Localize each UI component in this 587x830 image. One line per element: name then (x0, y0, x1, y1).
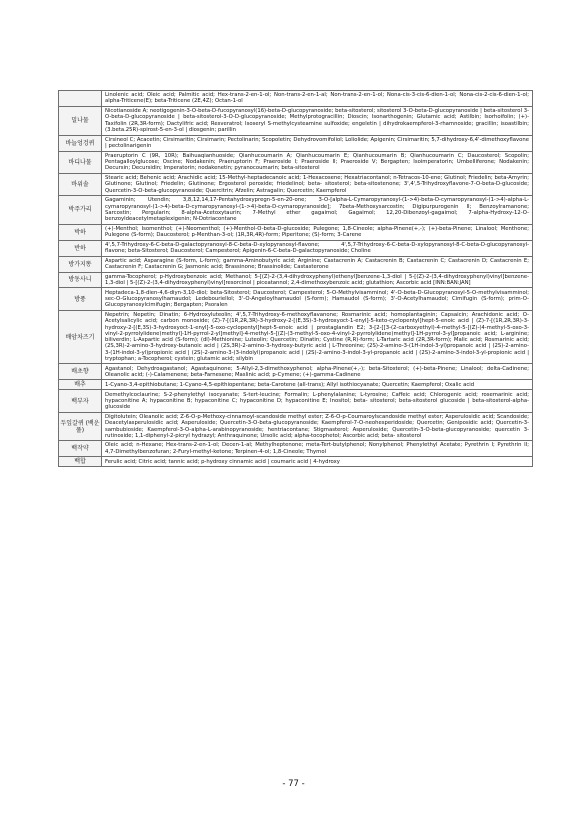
table-row (59, 457, 533, 467)
compound-list: 1-Cyano-3,4-epithiobutane; 1-Cyano-4,5-epithiopentane; beta-Carotene (all-trans); Allyl isothiocyanate; Quercetin; Kaempferol; Oxalic acid (102, 380, 533, 390)
table-row (59, 173, 533, 195)
plant-name: 방풍 (59, 288, 102, 310)
plant-name: 박주가리 (59, 196, 102, 225)
plant-name: 백작약 (59, 441, 102, 457)
plant-name: 바위솔 (59, 173, 102, 195)
plant-name: 배추 (59, 380, 102, 390)
compound-list: Heptadeca-1,8-dien-4,6-diyn-3,10-diol; beta-Sitosterol; Daucosterol; Campesterol; 5-O-Methylvisamminol; 4'-O-beta-D-Glucopyranosyl-5-O-methylvisamminol; sec-O-Glucopyranosylhamaudol; Ledebouriellol; 3'-O-Angeloylhamaudol (S-form); Hamaudol (S-form); 3'-O-Acetylhamaudol; Cimifugin (S-form); prim-O-Glucopyranosylcimifugin; Bergapten; Psoralen (102, 288, 533, 310)
compound-list: Nepetrin; Nepetin; Dinatin; 6-Hydroxyluteolin; 4',5,7-Trihydroxy-6-methoxyflavanone; Rosmarinic acid; homoplantaginin; Capsaicin; Arachidonic acid; O-Acetylsalicylic acid; carbon monoxide; (Z)-7-[(1R,2R,3R)-3-hydroxy-2-[(E,3S)-3-hydroxyoct-1-enyl]-5-keto-cyclopentyl]hept-5-enoic acid | (Z)-7-[(1R,2R,3R)-3-hydroxy-2-[(E,3S)-3-hydroxyoct-1-enyl]-5-oxo-cyclopentyl]hept-5-enoic acid | prostaglandin E2; 3-[2-[[3-(2-carboxyethyl)-4-methyl-5-[(Z)-(4-methyl-5-oxo-3-vinyl-2-pyrrolylidene)methyl]-1H-pyrrol-2-yl]methyl]-4-methyl-5-[(Z)-(3-methyl-5-oxo-4-vinyl-2-pyrrolylidene)methyl]-1H-pyrrol-3-yl]propanoic acid; L-arginine; biliverdin; L-Aspartic acid (S-form); (dl)-Methionine; Luteolin; Quercetin; Dinatin; Cystine (R,R)-form; L-Tartaric acid (2R,3R-form); Malic acid; Rosmarinic acid; (2S,3R)-2-amino-3-hydroxy-butanoic acid | (2S,3R)-2-amino-3-hydroxy-butyric acid | L-Threonine; (2S)-2-amino-3-(1H-indol-3-yl)propanoic acid | (2S)-2-amino-3-(1H-indol-3-yl)propionic acid | (2S)-2-amino-3-(3-indolyl)propanoic acid | (2S)-2-amino-3-indol-3-yl-propanoic acid | (2S)-2-amino-3-indol-3-yl-propionic acid | tryptophan; a-Tocopherol; cystein; glutamic acid; silybin (102, 310, 533, 364)
table-row (59, 390, 533, 412)
compound-list: Nicotianoside A; neotigogenin-3-O-beta-D-fucopyranosyl(16)-beta-D-glucopyranoside; beta-sitosterol; sitosterol 3-O-beta-D-glucopyranoside | beta-sitosterol 3-O-beta-D-glucopyranoside | beta-sitosterol-3-O-D-glucopyranoside; Methylprotogracillin; Dioscin; Isonarthogenin; Glutamic acid; Astilbin; Isorhoifolin; (+)-Taxifolin (2R,3R-form); Dactylifric acid; Resveratrol; Isoseryl S-methylcysteamine sulfoxide; engeletin | dihydrokaempferol-3-rhamnoside; gracillin; isoastilbin; (3.beta.25R)-spirost-5-en-3-ol | diosgenin; parillin (102, 106, 533, 135)
table-body (59, 91, 533, 467)
table-row (59, 412, 533, 441)
plant-name: 박하 (59, 224, 102, 240)
compound-table (58, 90, 533, 467)
document-page (58, 90, 533, 467)
plant-name: 방가지똥 (59, 256, 102, 272)
table-row (59, 240, 533, 256)
table-row (59, 256, 533, 272)
compound-list: Gagaminin; Utendin; 3,8,12,14,17-Pentahydroxypregn-5-en-20-one; 3-O-[alpha-L-Cymaropyranosyl-(1->4)-beta-D-cymaropyranosyl-(1->4)-alpha-L-cymaropyranosyl-(1->4)-beta-D-cymaropyranosyl-(1->4)-beta-D-cymaropyranoside]; 7beta-Methoxysarcostin; Digipurpurogenin II; Benzoylramanone; Sarcostin; Pergularin; 8-alpha-Acetoxytaurin; 7-Methyl ether gagaimol; Gagaimol; 12,20-Dibenzoyl-gagaimol; 7-alpha-Hydroxy-12-O-benzoyldeacetylmetaplexigenin; N-Dotriacontane (102, 196, 533, 225)
table-row (59, 441, 533, 457)
compound-list: Stearic acid; Behenic acid; Arachidic acid; 15-Methyl-heptadecanoic acid; 1-Hexacosene; Hexatriacontanol; n-Tetracos-10-ene; Glutinol; Friedelin; beta-Amyrin; Glutinone; Glutinol; Friedelin; Glutinone; Ergosterol peroxide; friedelinol; beta- sitosterol; beta-sitostenone; 3',4',5-Trihydroxyflavone-7-O-beta-D-glucoside; Quercetin-3-O-beta-glucopyranoside; Quercitrin; Afzelin; Astragalin; Quercetin; Kaempferol (102, 173, 533, 195)
compound-list: Praeruptorin C (9R, 10R); Baihuaqianhuoside; Qianhucoumarin A; Qianhucoumarin E; Qianhucoumarin B; Qianhucoumarin C; Daucosterol; Scopolin; Pentagalloylglucose; Oscine; Nodakenin; Praeruptorin F; Praeroside I; Praeroside II; Praeroside V; Bergapten; Isoimperatorin; Umbelliferone; Nodakenin; Decursin; Decursidin; Imperatorin; nodakenetin; pyranocoumarin; beta-sitosterol (102, 151, 533, 173)
compound-list: Ferulic acid; Citric acid; tannic acid; p-hydroxy cinnamic acid | coumaric acid | 4-hydroxy (102, 457, 533, 467)
compound-list: Demethylcoclaurine; S-2-phenylethyl isocyanate; S-tert-leucine; Formalin; L-phenylalanine; L-tyrosine; Caffeic acid; Chlorogenic acid; rosemarinic acid; hypaconitine A; hypaconitine B; hypaconitine C; hypaconitine D; hypaconitine E; Inositol; beta- sitosterol; beta-sitosterol glucoside | beta-sitosterol-alpha-glucoside (102, 390, 533, 412)
page-number: - 77 - (282, 779, 305, 789)
table-row (59, 364, 533, 380)
plant-name: 바늘엉겅퀴 (59, 135, 102, 151)
table-row (59, 224, 533, 240)
table-row (59, 288, 533, 310)
table-row (59, 272, 533, 288)
table-row (59, 91, 533, 107)
plant-name: 밀나물 (59, 106, 102, 135)
table-row (59, 106, 533, 135)
plant-name: 배암차즈기 (59, 310, 102, 364)
compound-list: Oleic acid; n-Hexane; Hex-trans-2-en-1-ol; Decen-1-al; Methylheptenone; meta-Tert-butylphenol; Nonylphenol; Phenylethyl Acetate; Pyrethrin I; Pyrethrin II; 4,7-Dimethylbenzofuran; 2-Furyl-methyl-ketone; Terpinen-4-ol; 1,8-Cineole; Thymol (102, 441, 533, 457)
table-row (59, 135, 533, 151)
plant-name: 백부자 (59, 390, 102, 412)
plant-name: 방동사니 (59, 272, 102, 288)
plant-name: 바디나물 (59, 151, 102, 173)
compound-list: (+)-Menthol; Isomenthol; (+)-Neomenthol; (+)-Menthol-O-beta-D-glucoside; Pulegone; 1,8-Cineole; alpha-Pinene(+,-); (+)-beta-Pinene; Linalool; Menthone; Pulegone (S-form); Daucosterol; p-Menthan-3-ol; (1R,3R,4R)-form; Piperitone; (S)-form; 3-Carene (102, 224, 533, 240)
plant-name: 두잎갈퀴 (백운풀) (59, 412, 102, 441)
compound-list: 4',5,7-Trihydroxy-6-C-beta-D-galactopyranosyl-8-C-beta-D-xylopyranosyl-flavone; 4',5,7-Trihydroxy-6-C-beta-D-xylopyranosyl-8-C-beta-D-glucopyranosyl-flavone; beta-Sitosterol; Daucosterol; Campesterol; Apigenin-6-C-beta-D-galactopyranoside; Choline (102, 240, 533, 256)
compound-list: Digitolutein; Oleanolic acid; Z-6-O-p-Methoxy-cinnamoyl-scandoside methyl ester; Z-6-O-p-Coumaroylscandoside methyl ester; Asperulosidic acid; Scandoside; Deacetylasperulosidic acid; Asperuloside; Quercetin-3-O-beta-glucopyranoside; Kaempferol-7-O-neohesperidoside; Quercetin; Geniposidic acid; Quercetin-3-sambubioside; Kaempferol-3-O-alpha-L-arabinopyranoside; hentriacontane; Stigmasterol; Asperuloside; Quercetin-3-O-beta-glucopyranoside; quercetin 3-rutinoside; 1,1-diphenyl-2-picryl hydrazyl; Anthraquinone; Ursolic acid; alpha-tocophetol; Ascorbic acid; beta- sitosterol (102, 412, 533, 441)
table-row (59, 196, 533, 225)
compound-list: Linolenic acid; Oleic acid; Palmitic acid; Hex-trans-2-en-1-ol; Non-trans-2-en-1-al; Non-trans-2-en-1-ol; Nona-cis-3-cis-6-dien-1-ol; Nona-cis-2-cis-6-dien-1-ol; alpha-Triticene(E); beta-Triticene (2E,4Z); Octan-1-ol (102, 91, 533, 107)
table-row (59, 151, 533, 173)
table-row (59, 380, 533, 390)
plant-name: 배초향 (59, 364, 102, 380)
plant-name: 반하 (59, 240, 102, 256)
compound-list: Aspartic acid; Asparagine (S-form, L-form); gamma-Aminobutyric acid; Arginine; Castacrenin A; Castacrenin B; Castacrenin C; Castacrenin D; Castacrenin E; Castacrenin F; Castacrenin G; Jasmonic acid; Brassinone; Brassinolide; Castasterone (102, 256, 533, 272)
plant-name (59, 91, 102, 107)
compound-list: Cirsineol C; Acacetin; Cirsimaritin; Cirsimarin; Pectolinarin; Scopoletin; Dehydrovomifoliol; Loliolide; Apigenin; Cirsimaritin; 5,7-dihydroxy-6,4'-dimethoxyflavone | pectolinarigenin (102, 135, 533, 151)
compound-list: Agastanol; Dehydroagastanol; Agastaquinone; 5-Allyl-2,3-dimethoxyphenol; alpha-Pinene(+,-); beta-Sitosterol; (+)-beta-Pinene; Linalool; delta-Cadinene; Oleanolic acid; (-)-Calamenene; beta-Farnesene; Maslinic acid; p-Cymene; (+)-gamma-Cadinene (102, 364, 533, 380)
table-row (59, 310, 533, 364)
compound-list: gamma-Tocopherol; p-Hydroxybenzoic acid; Methanol; 5-[(Z)-2-(3,4-dihydroxyphenyl)ethenyl]benzene-1,3-diol | 5-[(Z)-2-(3,4-dihydroxyphenyl)vinyl]benzene-1,3-diol | 5-[(Z)-2-(3,4-dihydroxyphenyl)vinyl]resorcinol | piceatannol; 2,4-dimethoxybenzoic acid; glutathion; Ascorbic acid [INN:BAN:JAN] (102, 272, 533, 288)
plant-name: 백합 (59, 457, 102, 467)
